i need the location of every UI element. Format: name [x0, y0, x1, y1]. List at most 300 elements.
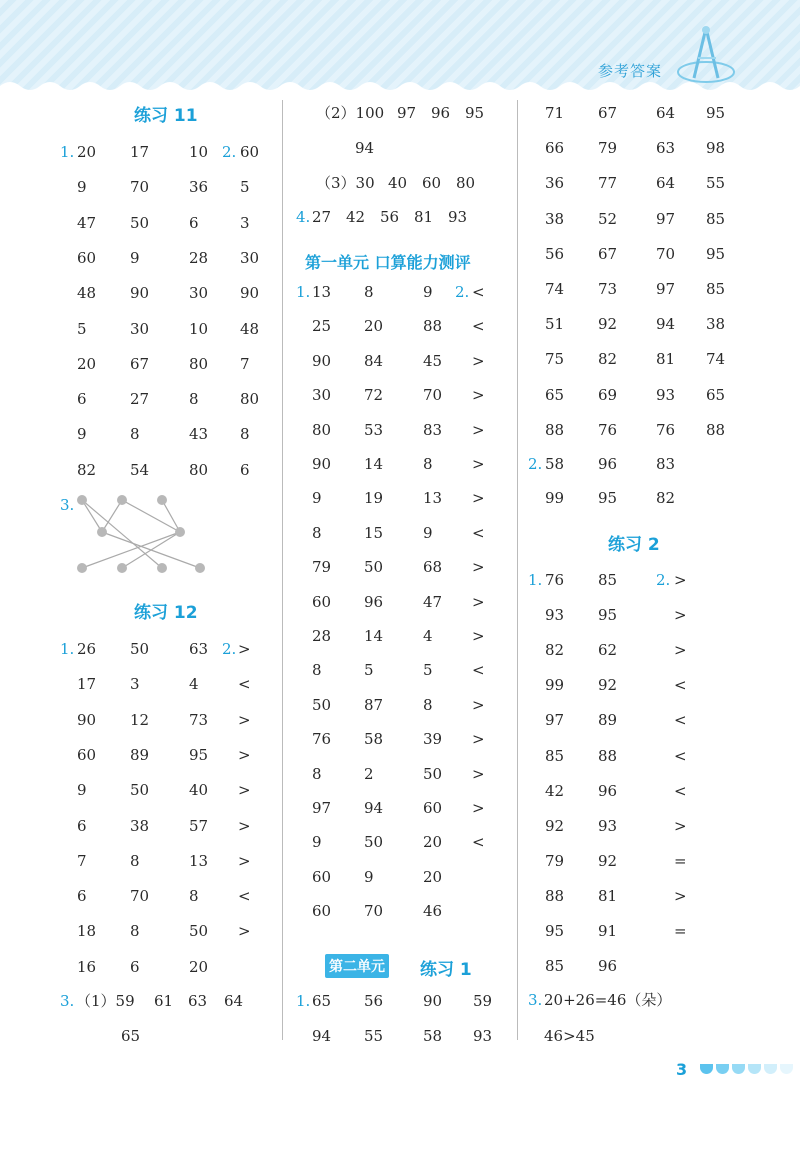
answer-cell: 95 — [189, 745, 209, 764]
answer-cell: 6 — [77, 390, 87, 409]
answer-cell: 50 — [364, 558, 384, 577]
answer-cell: 82 — [598, 350, 618, 369]
dot-icon — [732, 1064, 745, 1074]
answer-cell: 60 — [77, 248, 97, 267]
answer-cell: 96 — [598, 957, 618, 976]
answer-cell: 50 — [312, 695, 332, 714]
answer-cell: 55 — [706, 174, 726, 193]
answer-cell: 19 — [364, 489, 384, 508]
answer-cell: > — [238, 851, 251, 870]
answer-cell: 5 — [423, 661, 433, 680]
dot-icon — [716, 1064, 729, 1074]
answer-cell: 81 — [414, 208, 434, 226]
answer-cell: 60 — [312, 902, 332, 921]
answer-cell: > — [472, 695, 485, 714]
answer-cell: 96 — [364, 592, 384, 611]
answer-cell: 88 — [545, 420, 565, 439]
answer-cell: 42 — [545, 781, 565, 800]
answer-cell: 8 — [423, 455, 433, 473]
answer-cell: > — [674, 816, 687, 835]
answer-cell: 74 — [706, 350, 726, 369]
answer-cell: 48 — [77, 284, 97, 303]
answer-cell: 63 — [656, 139, 676, 158]
answer-cell: 47 — [423, 592, 443, 611]
answer-cell: 20+26=46（朵） — [544, 991, 672, 1009]
compass-icon — [676, 22, 736, 88]
answer-cell: 38 — [706, 315, 726, 334]
answer-cell: 60 — [422, 174, 442, 192]
answer-cell: 65 — [121, 1027, 141, 1045]
answer-cell: 92 — [598, 851, 618, 870]
unit-2-exercise-title: 练习 1 — [420, 960, 472, 980]
answer-cell: 88 — [545, 886, 565, 905]
match-dot — [195, 563, 205, 573]
answer-cell: 14 — [364, 627, 384, 645]
answer-cell: 12 — [130, 710, 150, 729]
answer-cell: 90 — [423, 992, 443, 1010]
answer-cell: 82 — [77, 460, 97, 479]
answer-cell: 8 — [423, 695, 433, 714]
answer-cell: 83 — [656, 455, 676, 473]
answer-cell: > — [472, 799, 485, 817]
question-label: 2. — [222, 640, 237, 658]
question-label: 4. — [296, 208, 311, 226]
answer-cell: 9 — [312, 833, 322, 852]
answer-cell: 58 — [545, 455, 565, 473]
answer-cell: > — [674, 571, 687, 589]
answer-cell: 88 — [598, 746, 618, 765]
column-divider-1 — [282, 100, 283, 1040]
answer-cell: 18 — [77, 922, 97, 941]
answer-cell: > — [472, 730, 485, 749]
answer-cell: 8 — [312, 523, 322, 542]
answer-cell: 20 — [423, 833, 443, 852]
answer-cell: 52 — [598, 209, 618, 228]
answer-cell: 97 — [545, 711, 565, 730]
answer-cell: 93 — [598, 816, 618, 835]
answer-cell: 16 — [77, 957, 97, 976]
answer-cell: 17 — [130, 143, 150, 161]
unit-2-badge: 第二单元 — [325, 954, 389, 978]
answer-cell: 20 — [423, 867, 443, 886]
answer-cell: 8 — [240, 425, 250, 444]
answer-cell: 85 — [545, 957, 565, 976]
answer-cell: 67 — [598, 104, 618, 122]
answer-cell: 95 — [598, 606, 618, 625]
answer-cell: > — [472, 351, 485, 370]
answer-cell: 50 — [364, 833, 384, 852]
answer-cell: 97 — [656, 209, 676, 228]
answer-cell: < — [674, 781, 687, 800]
answer-cell: 9 — [423, 283, 433, 301]
answer-cell: > — [674, 886, 687, 905]
answer-cell: 27 — [312, 208, 332, 226]
answer-cell: 51 — [545, 315, 565, 334]
answer-cell: 9 — [364, 867, 374, 886]
answer-cell: 95 — [545, 922, 565, 940]
answer-cell: 50 — [130, 640, 150, 658]
answer-cell: 3 — [130, 675, 140, 694]
answer-cell: 6 — [77, 887, 87, 906]
answer-cell: > — [674, 641, 687, 660]
answer-cell: 46>45 — [544, 1027, 595, 1045]
match-dot — [117, 495, 127, 505]
answer-cell: 30 — [240, 248, 260, 267]
answer-cell: 54 — [130, 460, 150, 479]
answer-cell: 94 — [364, 799, 384, 817]
answer-cell: > — [472, 386, 485, 405]
answer-cell: 60 — [240, 143, 260, 161]
answer-cell: （2）100 — [316, 104, 385, 122]
question-label: 1. — [296, 283, 311, 301]
answer-cell: 88 — [706, 420, 726, 439]
match-dot — [97, 527, 107, 537]
answer-cell: 81 — [598, 886, 618, 905]
answer-cell: （1）59 — [76, 992, 135, 1010]
answer-cell: 95 — [706, 104, 726, 122]
answer-cell: 58 — [364, 730, 384, 749]
question-label: 1. — [60, 640, 75, 658]
answer-cell: 90 — [77, 710, 97, 729]
answer-cell: 79 — [312, 558, 332, 577]
question-label: 1. — [528, 571, 543, 589]
answer-cell: 27 — [130, 390, 150, 409]
answer-cell: > — [472, 420, 485, 439]
answer-cell: 64 — [656, 174, 676, 193]
answer-cell: 94 — [312, 1027, 332, 1045]
answer-cell: 8 — [189, 887, 199, 906]
answer-cell: < — [674, 676, 687, 695]
answer-cell: 99 — [545, 489, 565, 507]
answer-cell: 90 — [312, 351, 332, 370]
answer-cell: 94 — [656, 315, 676, 334]
answer-cell: 8 — [312, 764, 322, 783]
question-label: 2. — [656, 571, 671, 589]
answer-cell: 8 — [130, 851, 140, 870]
answer-cell: > — [472, 627, 485, 645]
answer-cell: 5 — [364, 661, 374, 680]
answer-cell: 6 — [77, 816, 87, 835]
answer-cell: 80 — [189, 354, 209, 373]
answer-cell: 42 — [346, 208, 366, 226]
answer-cell: 80 — [456, 174, 476, 192]
match-dot — [117, 563, 127, 573]
answer-cell: 66 — [545, 139, 565, 158]
answer-cell: 8 — [189, 390, 199, 409]
answer-cell: 76 — [656, 420, 676, 439]
answer-cell: 74 — [545, 280, 565, 298]
answer-cell: 79 — [598, 139, 618, 158]
answer-cell: 45 — [423, 351, 443, 370]
question-label: 1. — [60, 143, 75, 161]
answer-cell: 80 — [312, 420, 332, 439]
answer-cell: 65 — [706, 385, 726, 404]
matching-diagram — [72, 490, 212, 574]
dot-icon — [748, 1064, 761, 1074]
answer-cell: 60 — [423, 799, 443, 817]
answer-cell: 97 — [397, 104, 417, 122]
answer-cell: 71 — [545, 104, 565, 122]
answer-cell: 10 — [189, 319, 209, 338]
answer-cell: 70 — [423, 386, 443, 405]
answer-cell: 82 — [545, 641, 565, 660]
exercise-12-title: 练习 12 — [134, 603, 198, 623]
answer-cell: 81 — [656, 350, 676, 369]
answer-cell: 8 — [364, 283, 374, 301]
answer-cell: 46 — [423, 902, 443, 921]
answer-cell: 40 — [388, 174, 408, 192]
answer-cell: 7 — [77, 851, 87, 870]
answer-cell: 90 — [240, 284, 260, 303]
answer-cell: 63 — [188, 992, 208, 1010]
answer-cell: < — [472, 833, 485, 852]
answer-cell: < — [238, 675, 251, 694]
answer-cell: < — [674, 711, 687, 730]
answer-cell: 53 — [364, 420, 384, 439]
answer-cell: 40 — [189, 781, 209, 800]
answer-cell: = — [674, 851, 687, 870]
answer-cell: 65 — [545, 385, 565, 404]
answer-cell: > — [238, 922, 251, 941]
question-label: 3. — [60, 496, 75, 514]
answer-cell: 6 — [189, 213, 199, 232]
answer-cell: 13 — [423, 489, 443, 508]
answer-cell: 72 — [364, 386, 384, 405]
answer-cell: 20 — [77, 354, 97, 373]
answer-cell: 70 — [130, 887, 150, 906]
answer-cell: 28 — [312, 627, 332, 645]
answer-cell: 9 — [77, 781, 87, 800]
page-title: 参考答案 — [598, 62, 663, 80]
answer-cell: 50 — [130, 781, 150, 800]
answer-cell: 5 — [77, 319, 87, 338]
answer-cell: 92 — [545, 816, 565, 835]
answer-cell: 70 — [364, 902, 384, 921]
answer-cell: 60 — [312, 592, 332, 611]
answer-cell: 8 — [130, 425, 140, 444]
answer-cell: > — [472, 455, 485, 473]
answer-cell: 9 — [312, 489, 322, 508]
answer-cell: 65 — [312, 992, 332, 1010]
answer-cell: 69 — [598, 385, 618, 404]
match-dot — [157, 563, 167, 573]
answer-cell: > — [472, 764, 485, 783]
answer-cell: 9 — [130, 248, 140, 267]
column-divider-2 — [517, 100, 518, 1040]
answer-cell: 64 — [224, 992, 244, 1010]
answer-cell: 8 — [312, 661, 322, 680]
answer-cell: 6 — [130, 957, 140, 976]
answer-cell: 2 — [364, 764, 374, 783]
question-label: 3. — [60, 992, 75, 1010]
answer-cell: 57 — [189, 816, 209, 835]
answer-cell: 82 — [656, 489, 676, 507]
answer-cell: 96 — [598, 781, 618, 800]
answer-cell: 30 — [312, 386, 332, 405]
answer-cell: 20 — [77, 143, 97, 161]
answer-cell: 55 — [364, 1027, 384, 1045]
answer-cell: 14 — [364, 455, 384, 473]
answer-cell: 48 — [240, 319, 260, 338]
answer-cell: 9 — [77, 178, 87, 197]
answer-cell: 70 — [656, 244, 676, 263]
answer-cell: 8 — [130, 922, 140, 941]
answer-cell: 30 — [189, 284, 209, 303]
answer-cell: 93 — [473, 1027, 493, 1045]
answer-cell: 93 — [545, 606, 565, 625]
answer-cell: > — [238, 640, 251, 658]
answer-cell: > — [472, 489, 485, 508]
answer-cell: 9 — [423, 523, 433, 542]
answer-cell: 90 — [312, 455, 332, 473]
answer-cell: 87 — [364, 695, 384, 714]
answer-cell: 95 — [598, 489, 618, 507]
answer-cell: 61 — [154, 992, 174, 1010]
answer-cell: 30 — [130, 319, 150, 338]
answer-cell: 47 — [77, 213, 97, 232]
answer-cell: 93 — [656, 385, 676, 404]
exercise-11-title: 练习 11 — [134, 106, 198, 126]
question-label: 2. — [222, 143, 237, 161]
answer-cell: 13 — [189, 851, 209, 870]
answer-cell: 43 — [189, 425, 209, 444]
match-dot — [77, 495, 87, 505]
answer-cell: 97 — [312, 799, 332, 817]
answer-cell: > — [674, 606, 687, 625]
answer-cell: 88 — [423, 317, 443, 336]
match-dot — [157, 495, 167, 505]
answer-cell: 92 — [598, 676, 618, 695]
answer-cell: 89 — [130, 745, 150, 764]
answer-cell: 98 — [706, 139, 726, 158]
answer-cell: 89 — [598, 711, 618, 730]
answer-cell: < — [472, 317, 485, 336]
answer-cell: 64 — [656, 104, 676, 122]
answer-cell: > — [472, 558, 485, 577]
answer-cell: 99 — [545, 676, 565, 695]
answer-cell: 5 — [240, 178, 250, 197]
answer-cell: 91 — [598, 922, 618, 940]
answer-cell: > — [238, 710, 251, 729]
answer-cell: < — [238, 887, 251, 906]
answer-cell: 77 — [598, 174, 618, 193]
answer-cell: 36 — [189, 178, 209, 197]
dot-icon — [700, 1064, 713, 1074]
answer-cell: 67 — [598, 244, 618, 263]
answer-cell: 36 — [545, 174, 565, 193]
answer-cell: 15 — [364, 523, 384, 542]
answer-cell: 20 — [189, 957, 209, 976]
answer-cell: 73 — [598, 280, 618, 298]
answer-cell: 7 — [240, 354, 250, 373]
answer-cell: 4 — [423, 627, 433, 645]
answer-cell: 85 — [545, 746, 565, 765]
answer-cell: 75 — [545, 350, 565, 369]
answer-cell: 50 — [189, 922, 209, 941]
answer-cell: > — [238, 745, 251, 764]
question-label: 1. — [296, 992, 311, 1010]
dot-icon — [780, 1064, 793, 1074]
page-number: 3 — [676, 1060, 688, 1079]
answer-cell: 26 — [77, 640, 97, 658]
answer-cell: 94 — [355, 139, 375, 157]
answer-cell: 95 — [706, 244, 726, 263]
answer-cell: 63 — [189, 640, 209, 658]
answer-cell: < — [472, 283, 485, 301]
answer-cell: 85 — [706, 209, 726, 228]
answer-cell: 20 — [364, 317, 384, 336]
answer-cell: 9 — [77, 425, 87, 444]
question-label: 3. — [528, 991, 543, 1009]
answer-cell: 60 — [77, 745, 97, 764]
answer-cell: > — [472, 592, 485, 611]
question-label: 2. — [455, 283, 470, 301]
answer-cell: 96 — [431, 104, 451, 122]
answer-cell: 10 — [189, 143, 209, 161]
answer-cell: 92 — [598, 315, 618, 334]
answer-cell: < — [472, 661, 485, 680]
answer-cell: 80 — [189, 460, 209, 479]
match-dot — [77, 563, 87, 573]
answer-cell: 85 — [598, 571, 618, 589]
answer-cell: 56 — [364, 992, 384, 1010]
answer-cell: 6 — [240, 460, 250, 479]
answer-cell: < — [472, 523, 485, 542]
answer-cell: 76 — [598, 420, 618, 439]
answer-cell: 68 — [423, 558, 443, 577]
answer-cell: 56 — [380, 208, 400, 226]
answer-cell: （3）30 — [316, 174, 375, 192]
answer-cell: < — [674, 746, 687, 765]
answer-cell: > — [238, 781, 251, 800]
answer-cell: 90 — [130, 284, 150, 303]
answer-cell: 76 — [545, 571, 565, 589]
match-dot — [175, 527, 185, 537]
answer-cell: 80 — [240, 390, 260, 409]
answer-cell: 73 — [189, 710, 209, 729]
answer-cell: 60 — [312, 867, 332, 886]
answer-cell: 96 — [598, 455, 618, 473]
answer-cell: 84 — [364, 351, 384, 370]
answer-cell: 17 — [77, 675, 97, 694]
answer-cell: 28 — [189, 248, 209, 267]
answer-cell: 56 — [545, 244, 565, 263]
answer-cell: > — [238, 816, 251, 835]
answer-cell: 67 — [130, 354, 150, 373]
answer-cell: 38 — [545, 209, 565, 228]
answer-cell: 76 — [312, 730, 332, 749]
answer-cell: 93 — [448, 208, 468, 226]
question-label: 2. — [528, 455, 543, 473]
answer-cell: 85 — [706, 280, 726, 298]
answer-cell: 95 — [465, 104, 485, 122]
exercise-2-title: 练习 2 — [608, 535, 660, 555]
answer-cell: 3 — [240, 213, 250, 232]
unit-1-test-title: 第一单元 口算能力测评 — [305, 253, 471, 272]
answer-cell: 39 — [423, 730, 443, 749]
dot-icon — [764, 1064, 777, 1074]
answer-cell: 50 — [130, 213, 150, 232]
answer-cell: 58 — [423, 1027, 443, 1045]
answer-cell: 97 — [656, 280, 676, 298]
answer-cell: 38 — [130, 816, 150, 835]
answer-cell: 59 — [473, 992, 493, 1010]
answer-cell: 25 — [312, 317, 332, 336]
answer-cell: 50 — [423, 764, 443, 783]
answer-cell: 62 — [598, 641, 618, 660]
answer-cell: 83 — [423, 420, 443, 439]
answer-cell: 13 — [312, 283, 332, 301]
